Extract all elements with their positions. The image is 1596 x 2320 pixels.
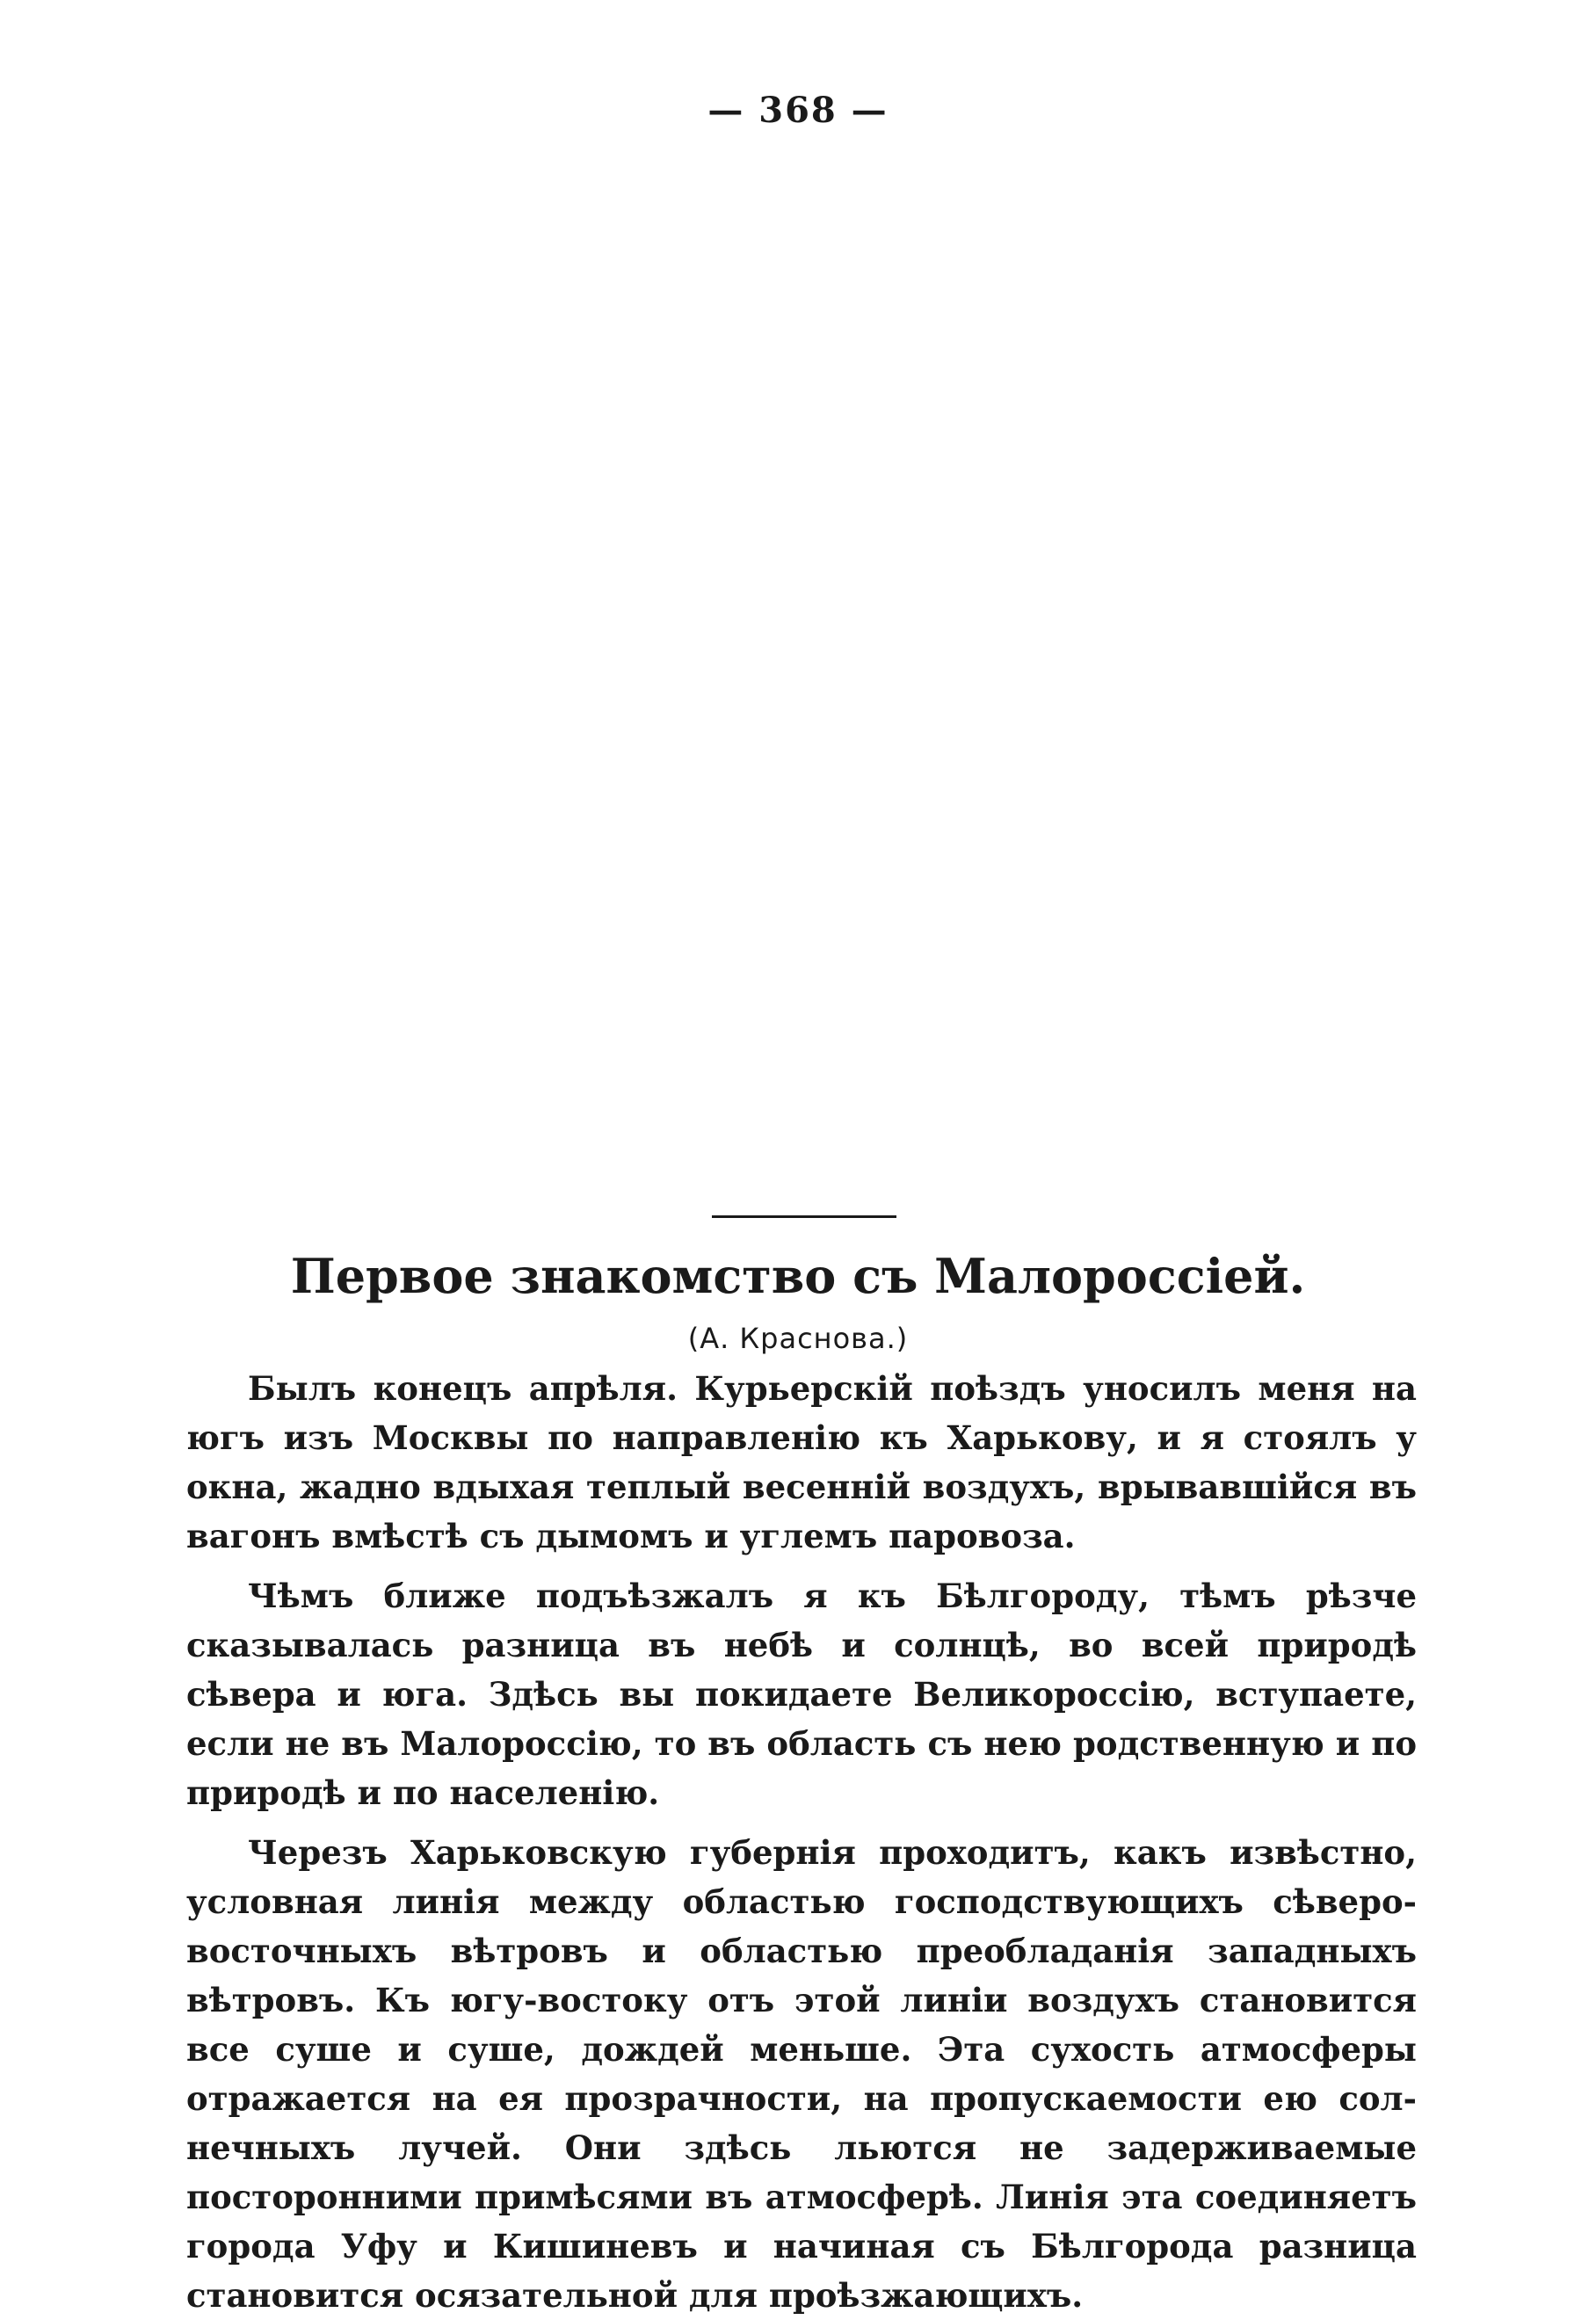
paragraph-2: Чѣмъ ближе подъѣзжалъ я къ Бѣлгороду, тѣмъ рѣзче сказывалась разница въ небѣ и солнцѣ, во всей природѣ сѣвера и юга. Здѣсь вы покидаете Великороссію, вступаете, если не въ Малороссію, то въ область съ нею родственную и по природѣ и по населенію. [186, 1577, 1417, 1812]
article-body [186, 1364, 1417, 2320]
article-author: (А. Краснова.) [687, 1322, 909, 1355]
section-divider [712, 1215, 896, 1218]
page-number: — 368 — [707, 90, 889, 131]
paragraph-1: Былъ конецъ апрѣля. Курьерскій поѣздъ уносилъ меня на югъ изъ Москвы по направленію къ Харькову, и я стоялъ у окна, жадно вдыхая теплый весенній воздухъ, врывавшійся въ вагонъ вмѣстѣ съ дымомъ и углемъ паровоза. [186, 1369, 1417, 1555]
article-title: Первое знакомство съ Малороссіей. [290, 1248, 1306, 1304]
paragraph-3: Черезъ Харьковскую губернія проходитъ, какъ извѣстно, условная линія между областью господствующихъ сѣверо-восточныхъ вѣтровъ и областью преобладанія западныхъ вѣтровъ. Къ югу-востоку отъ этой линіи воздухъ становится все суше и суше, дождей меньше. Эта сухость атмосферы отражается на ея прозрачности, на пропускаемости ею солнечныхъ лучей. Они здѣсь льются не задерживаемые посторонними примѣсями въ атмосферѣ. Линія эта соединяетъ города Уфу и Кишиневъ и начиная съ Бѣлгорода разница становится осязательной для проѣзжающихъ. [186, 1833, 1417, 2315]
